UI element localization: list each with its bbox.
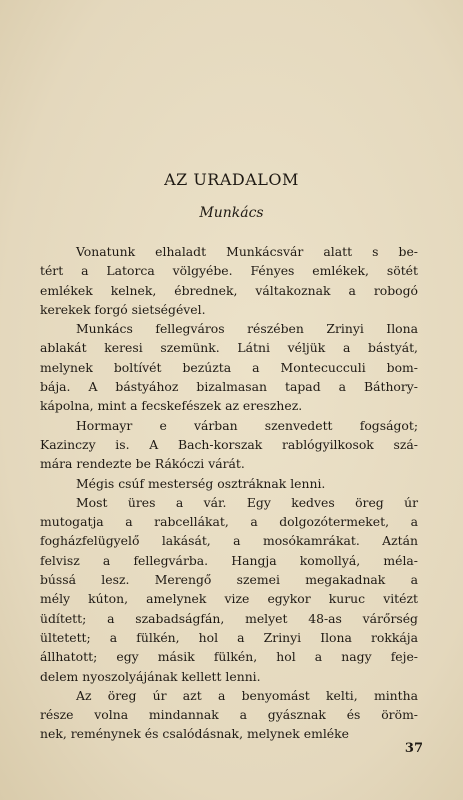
text-line: melynek boltívét bezúzta a Montecucculi bom- (40, 359, 418, 375)
text-line: Mégis csúf mesterség osztráknak lenni. (76, 475, 326, 491)
text-line: Vonatunk elhaladt Munkácsvár alatt s be- (76, 244, 418, 259)
text-line: bússá lesz. Merengő szemei megakadnak a (40, 572, 418, 588)
text-line: tért a Latorca völgyébe. Fényes emlékek, sötét (40, 263, 418, 279)
text-line: állhatott; egy másik fülkén, hol a nagy feje- (40, 649, 418, 665)
text-line: nek, reménynek és csalódásnak, melynek emléke (40, 726, 349, 742)
text-line: Hormayr e várban szenvedett fogságot; (76, 417, 418, 433)
text-line: felvisz a fellegvárba. Hangja komollyá, méla- (40, 552, 418, 568)
chapter-title: AZ URADALOM (164, 170, 299, 189)
text-line: ablakát keresi szemünk. Látni véljük a bástyát, (40, 340, 418, 356)
section-subtitle: Munkács (199, 205, 264, 221)
text-line: Kazinczy is. A Bach-korszak rablógyilkosok szá- (40, 436, 418, 452)
text-line: kerekek forgó sietségével. (40, 301, 206, 317)
text-line: mutogatja a rabcellákat, a dolgozótermeket, a (40, 514, 418, 530)
text-line: bája. A bástyához bizalmasan tapad a Báthory- (40, 379, 418, 395)
text-line: emlékek kelnek, ébrednek, váltakoznak a robogó (40, 282, 418, 298)
text-line: ültetett; a fülkén, hol a Zrinyi Ilona rokkája (40, 629, 418, 645)
body-text (40, 242, 418, 744)
text-line: mély kúton, amelynek vize egykor kuruc vitézt (40, 591, 418, 607)
page-number: 37 (404, 741, 423, 756)
text-line: Most üres a vár. Egy kedves öreg úr (76, 494, 418, 510)
text-line: fogházfelügyelő lakását, a mosókamrákat. Aztán (40, 533, 418, 549)
text-line: üdített; a szabadságfán, melyet 48-as várőrség (40, 610, 418, 626)
text-line: mára rendezte be Rákóczi várát. (40, 456, 245, 472)
text-line: kápolna, mint a fecskefészek az ereszhez. (40, 398, 303, 414)
text-line: Az öreg úr azt a benyomást kelti, mintha (76, 687, 418, 703)
text-line: Munkács fellegváros részében Zrinyi Ilona (76, 321, 418, 337)
text-line: része volna mindannak a gyásznak és öröm- (40, 707, 418, 723)
text-line: delem nyoszolyájának kellett lenni. (40, 668, 261, 684)
